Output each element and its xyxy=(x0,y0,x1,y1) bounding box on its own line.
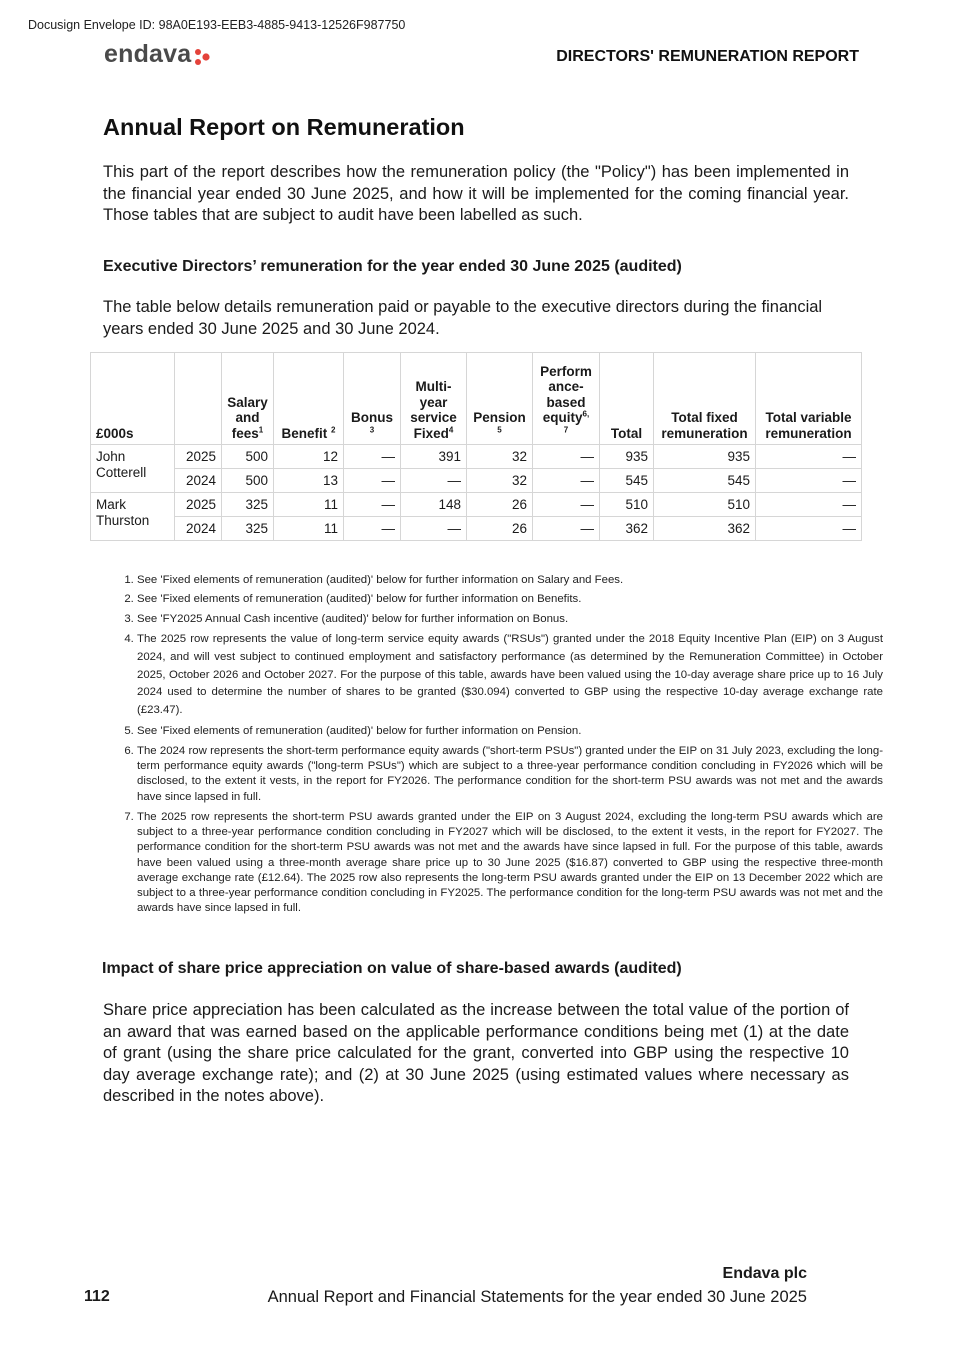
cell-multi-year: — xyxy=(401,517,467,541)
cell-multi-year: — xyxy=(401,469,467,493)
endava-mark-icon xyxy=(194,48,212,66)
footer-company: Endava plc xyxy=(722,1265,807,1282)
logo-text: endava xyxy=(104,40,192,68)
cell-year: 2024 xyxy=(175,517,222,541)
director-name: Mark Thurston xyxy=(91,493,175,541)
cell-bonus: — xyxy=(344,493,401,517)
col-salary-note: 1 xyxy=(258,425,264,434)
cell-total-fixed: 362 xyxy=(654,517,756,541)
intro-paragraph: This part of the report describes how the remuneration policy (the "Policy") has been implemented in the financial year ended 30 June 2025, and how it will be implemented for the coming financial year. Those tables that are subject to audit have been labelled as such. xyxy=(103,163,849,224)
footnote-6: 6. The 2024 row represents the short-term performance equity awards ("short-term PSUs") granted under the EIP on 31 July 2023, excluding the long-term performance equity awards ("long-term PSUs") which are subject to a three-year performance condition concluding in FY2026 which will be disclosed, to the extent it vests, in the report for FY2026. The performance condition for the short-term PSU awards was not met and the awards have since lapsed in full. xyxy=(137,744,883,805)
cell-total-variable: — xyxy=(756,445,862,469)
cell-performance: — xyxy=(533,445,600,469)
cell-pension: 32 xyxy=(467,445,533,469)
cell-total-variable: — xyxy=(756,493,862,517)
cell-performance: — xyxy=(533,493,600,517)
col-bonus-label: Bonus xyxy=(351,410,393,425)
col-bonus-note: 3 xyxy=(369,425,375,434)
cell-performance: — xyxy=(533,517,600,541)
cell-pension: 32 xyxy=(467,469,533,493)
col-benefit-label: Benefit xyxy=(281,425,328,441)
footnote-7: 7. The 2025 row represents the short-term PSU awards granted under the EIP on 3 August 2024, excluding the long-term PSU awards which are subject to a three-year performance condition concluding in FY2027 which will be disclosed, to the extent it vests, in the report for FY2027. The performance condition for the short-term PSU awards was not met and the awards have since lapsed in full. For the purpose of this table, awards have been valued using a three-month average share price up to 30 June 2025 ($16.87) converted to GBP using the respective three-month average exchange rate (£12.64). The 2025 row also represents the long-term PSU awards granted under the EIP on 13 December 2022 which are subject to a three-year performance condition concluding in FY2025. The performance condition for the long-term PSU awards was not met and the awards have since lapsed in full. xyxy=(137,810,883,917)
col-pension-label: Pension xyxy=(473,410,526,425)
table-row xyxy=(91,493,862,517)
col-bonus xyxy=(344,353,401,445)
cell-benefit: 13 xyxy=(274,469,344,493)
cell-total-fixed: 545 xyxy=(654,469,756,493)
cell-multi-year: 391 xyxy=(401,445,467,469)
col-unit: £000s xyxy=(91,353,175,445)
cell-year: 2024 xyxy=(175,469,222,493)
exec-remuneration-lead: The table below details remuneration paid or payable to the executive directors during the financial years ended 30 June 2025 and 30 June 2024. xyxy=(103,298,823,338)
cell-pension: 26 xyxy=(467,493,533,517)
col-benefit-note: 2 xyxy=(331,425,336,434)
cell-salary: 325 xyxy=(222,517,274,541)
cell-salary: 500 xyxy=(222,445,274,469)
cell-bonus: — xyxy=(344,445,401,469)
table-row xyxy=(91,517,862,541)
cell-total-variable: — xyxy=(756,469,862,493)
footnote-1: 1. See 'Fixed elements of remuneration (audited)' below for further information on Salary and Fees. xyxy=(137,573,883,588)
cell-benefit: 11 xyxy=(274,517,344,541)
table-row xyxy=(91,445,862,469)
cell-pension: 26 xyxy=(467,517,533,541)
col-total: Total xyxy=(600,353,654,445)
cell-total: 362 xyxy=(600,517,654,541)
cell-total: 510 xyxy=(600,493,654,517)
col-multi-year-label: Multi-year service Fixed xyxy=(410,379,457,441)
col-performance-note-2: 7 xyxy=(563,425,569,434)
col-performance-note: 6, xyxy=(582,409,590,419)
col-multi-year-note: 4 xyxy=(448,425,454,434)
impact-paragraph: Share price appreciation has been calculated as the increase between the total value of the portion of an award that was earned based on the applicable performance conditions being met (1) at the date of grant (using the share price calculated for the grant, converted into GBP using the respective 10 day average exchange rate); and (2) at 30 June 2025 (using estimated values where necessary as described in the notes above). xyxy=(103,1001,849,1105)
docusign-envelope-id: Docusign Envelope ID: 98A0E193-EEB3-4885-9413-12526F987750 xyxy=(28,18,406,32)
col-pension-note: 5 xyxy=(497,425,502,434)
col-total-fixed: Total fixed remuneration xyxy=(654,353,756,445)
cell-salary: 500 xyxy=(222,469,274,493)
footnote-2: 2. See 'Fixed elements of remuneration (audited)' below for further information on Benefits. xyxy=(137,592,883,607)
cell-total-fixed: 510 xyxy=(654,493,756,517)
cell-total: 935 xyxy=(600,445,654,469)
cell-bonus: — xyxy=(344,469,401,493)
table-header-row xyxy=(91,353,862,445)
col-multi-year xyxy=(401,353,467,445)
cell-performance: — xyxy=(533,469,600,493)
col-performance-label: Perform ance-based equity xyxy=(540,363,592,425)
cell-salary: 325 xyxy=(222,493,274,517)
footnote-5: 5. See 'Fixed elements of remuneration (audited)' below for further information on Pension. xyxy=(137,724,883,739)
col-pension xyxy=(467,353,533,445)
page-number: 112 xyxy=(84,1288,110,1305)
col-performance xyxy=(533,353,600,445)
footnote-4: 4. The 2025 row represents the value of long-term service equity awards ("RSUs") granted under the 2018 Equity Incentive Plan (EIP) on 3 August 2024, and will vest subject to continued employment and satisfactory performance (as determined by the Remuneration Committee) in October 2025, October 2026 and October 2027. For the purpose of this table, awards have been valued using the 10-day average share price up to 16 July 2024 used to determine the number of shares to be granted ($30.094) converted to GBP using the respective 10-day average exchange rate (£23.47). xyxy=(137,631,883,719)
cell-total-fixed: 935 xyxy=(654,445,756,469)
col-salary-label: Salary and fees xyxy=(227,394,268,441)
col-salary xyxy=(222,353,274,445)
cell-year: 2025 xyxy=(175,493,222,517)
cell-total: 545 xyxy=(600,469,654,493)
section-title: DIRECTORS' REMUNERATION REPORT xyxy=(556,48,859,65)
cell-benefit: 12 xyxy=(274,445,344,469)
col-benefit xyxy=(274,353,344,445)
endava-logo xyxy=(104,40,212,69)
table-row xyxy=(91,469,862,493)
cell-benefit: 11 xyxy=(274,493,344,517)
col-year xyxy=(175,353,222,445)
remuneration-table xyxy=(90,352,862,541)
page-title: Annual Report on Remuneration xyxy=(103,114,465,140)
cell-total-variable: — xyxy=(756,517,862,541)
exec-remuneration-heading: Executive Directors’ remuneration for the year ended 30 June 2025 (audited) xyxy=(103,258,682,275)
cell-bonus: — xyxy=(344,517,401,541)
cell-year: 2025 xyxy=(175,445,222,469)
impact-heading: Impact of share price appreciation on value of share-based awards (audited) xyxy=(102,960,682,977)
director-name: John Cotterell xyxy=(91,445,175,493)
footnote-3: 3. See 'FY2025 Annual Cash incentive (audited)' below for further information on Bonus. xyxy=(137,612,883,627)
footer-report-title: Annual Report and Financial Statements for the year ended 30 June 2025 xyxy=(267,1288,807,1306)
footnotes-list xyxy=(103,573,883,922)
col-total-variable: Total variable remuneration xyxy=(756,353,862,445)
cell-multi-year: 148 xyxy=(401,493,467,517)
